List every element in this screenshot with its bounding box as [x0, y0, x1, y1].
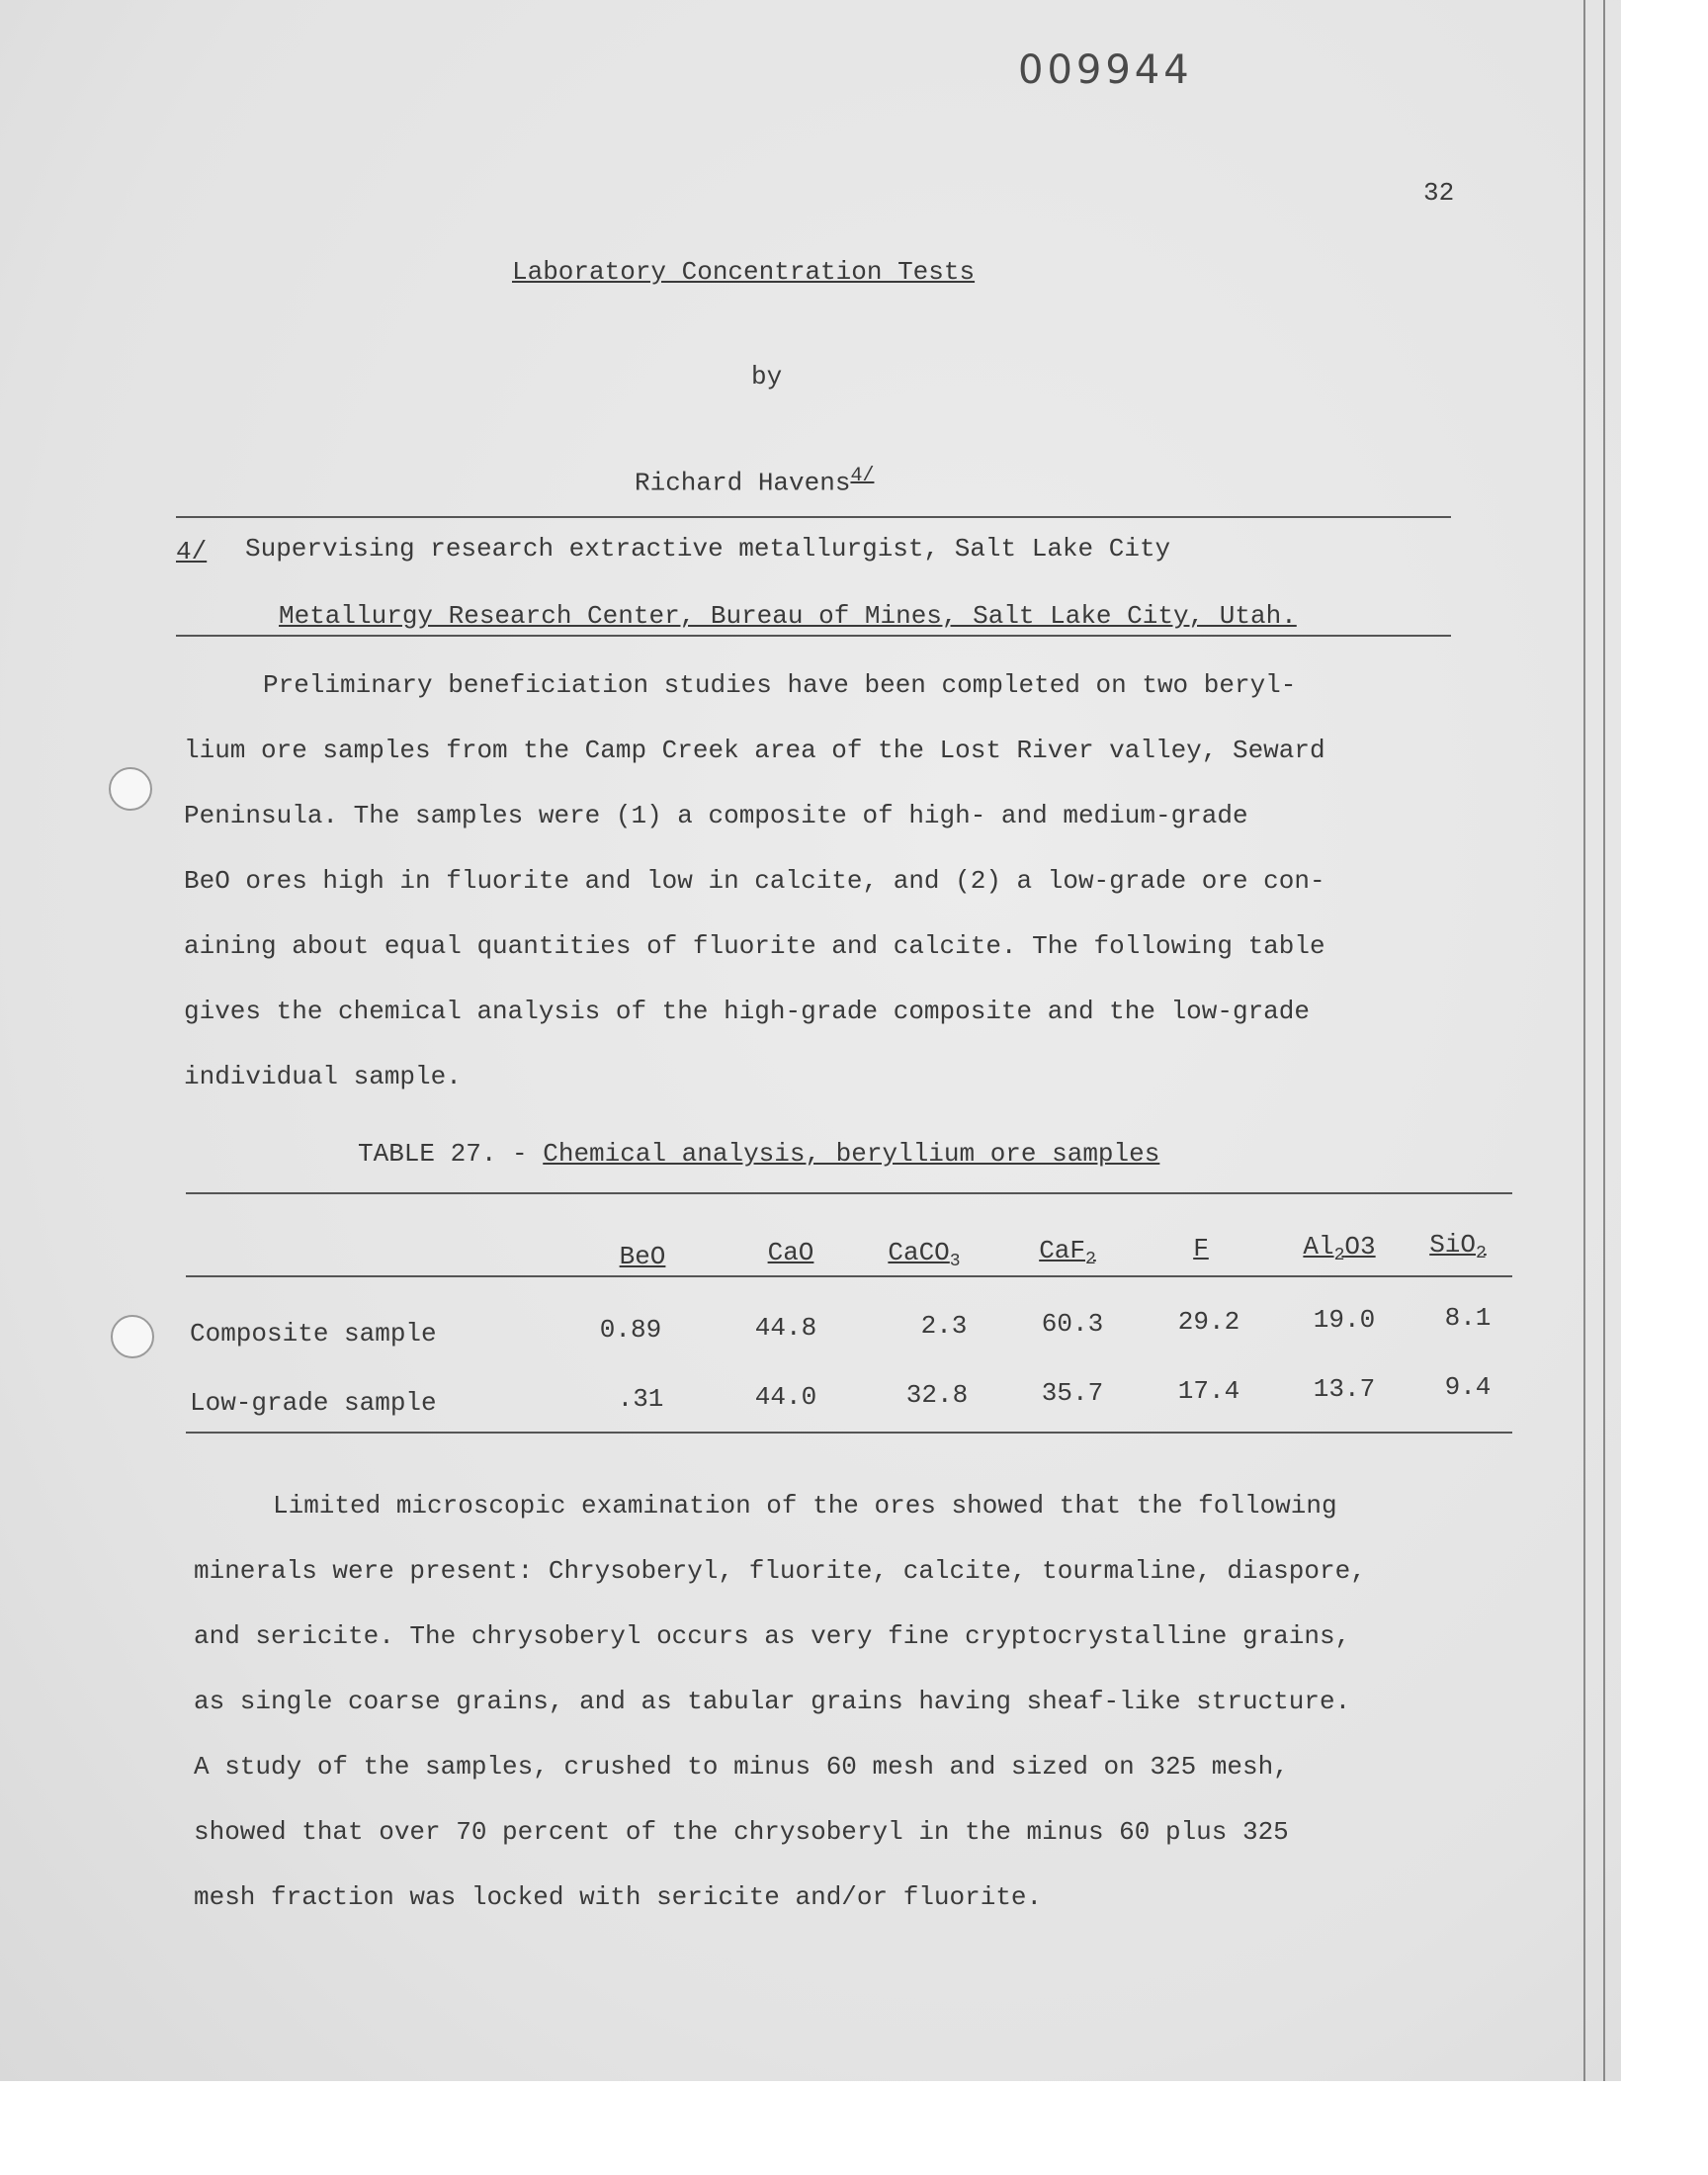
paragraph-microscopy: [194, 1473, 1366, 1930]
column-header-subscript: 2: [1085, 1250, 1096, 1270]
column-header-base: Al: [1303, 1232, 1334, 1262]
table-cell: 9.4: [1444, 1372, 1492, 1402]
text-line: BeO ores high in fluorite and low in calcite, and (2) a low-grade ore con-: [184, 866, 1325, 896]
column-header-sio2: [1404, 1230, 1512, 1263]
table-cell: .31: [617, 1384, 664, 1414]
text-line: gives the chemical analysis of the high-grade composite and the low-grade: [184, 997, 1310, 1026]
table-cell: 35.7: [1041, 1378, 1104, 1408]
column-header-base: CaO: [767, 1238, 814, 1267]
punch-hole: [111, 1315, 154, 1358]
text-line: and sericite. The chrysoberyl occurs as very fine cryptocrystalline grains,: [194, 1621, 1351, 1651]
table-caption: [358, 1139, 1159, 1169]
footnote-rule-bottom: [176, 635, 1451, 637]
table-row-label: Composite sample: [190, 1319, 437, 1348]
table-rule-header: [186, 1275, 1512, 1277]
column-header-base: BeO: [619, 1242, 666, 1271]
text-line: aining about equal quantities of fluorite and calcite. The following table: [184, 931, 1325, 961]
table-cell: 60.3: [1041, 1309, 1104, 1339]
page-edge-line: [1603, 0, 1605, 2081]
column-header-caf2: [1013, 1236, 1122, 1269]
table-caption-text: Chemical analysis, beryllium ore samples: [543, 1139, 1160, 1169]
text-line: Preliminary beneficiation studies have been completed on two beryl-: [263, 670, 1297, 700]
page-edge-line: [1583, 0, 1585, 2081]
text-line: Limited microscopic examination of the ores showed that the following: [273, 1491, 1337, 1521]
text-line: minerals were present: Chrysoberyl, fluorite, calcite, tourmaline, diaspore,: [194, 1556, 1366, 1586]
footnote-rule-top: [176, 516, 1451, 518]
table-cell: 44.0: [754, 1382, 817, 1412]
column-header-cao: [736, 1238, 845, 1267]
column-header-base: SiO: [1429, 1230, 1476, 1260]
author: [635, 465, 874, 498]
footnote-marker: 4/: [176, 537, 208, 566]
table-cell: 44.8: [754, 1313, 817, 1343]
table-cell: 0.89: [599, 1315, 662, 1345]
table-cell: 13.7: [1313, 1374, 1376, 1404]
page-number: 32: [1423, 178, 1455, 208]
text-line: showed that over 70 percent of the chrysoberyl in the minus 60 plus 325: [194, 1817, 1289, 1847]
column-header-base: CaF: [1039, 1236, 1085, 1265]
text-line: Peninsula. The samples were (1) a composite of high- and medium-grade: [184, 801, 1248, 830]
column-header-caco3: [870, 1238, 979, 1271]
footnote-reference: 4/: [850, 465, 875, 487]
document-number-stamp: 009944: [1018, 47, 1193, 93]
author-name: Richard Havens: [635, 468, 851, 498]
table-caption-prefix: TABLE 27. -: [358, 1139, 544, 1169]
column-header-base: CaCO: [888, 1238, 950, 1267]
column-header-f: [1147, 1234, 1255, 1263]
table-cell: 29.2: [1177, 1307, 1240, 1337]
table-cell: 17.4: [1177, 1376, 1240, 1406]
column-header-subscript: 2: [1333, 1246, 1345, 1266]
table-cell: 8.1: [1444, 1303, 1492, 1333]
column-header-base: F: [1193, 1234, 1209, 1263]
footnote-line-2: Metallurgy Research Center, Bureau of Mines, Salt Lake City, Utah.: [279, 601, 1297, 631]
page-title: Laboratory Concentration Tests: [512, 257, 976, 287]
table-cell: 32.8: [905, 1380, 969, 1410]
table-rule-bottom: [186, 1432, 1512, 1434]
punch-hole: [109, 767, 152, 811]
text-line: mesh fraction was locked with sericite and/or fluorite.: [194, 1882, 1043, 1912]
column-header-beo: [588, 1242, 697, 1271]
byline: by: [751, 362, 783, 392]
column-header-tail: O3: [1344, 1232, 1376, 1262]
paragraph-intro: [184, 652, 1325, 1109]
footnote-line-1: Supervising research extractive metallurgist, Salt Lake City: [245, 534, 1171, 564]
table-cell: 19.0: [1313, 1305, 1376, 1335]
text-line: as single coarse grains, and as tabular grains having sheaf-like structure.: [194, 1687, 1351, 1716]
column-header-subscript: 2: [1476, 1244, 1487, 1264]
text-line: lium ore samples from the Camp Creek area of the Lost River valley, Seward: [184, 736, 1325, 765]
table-rule-top: [186, 1192, 1512, 1194]
text-line: A study of the samples, crushed to minus 60 mesh and sized on 325 mesh,: [194, 1752, 1289, 1782]
column-header-al2o3: [1275, 1232, 1404, 1265]
column-header-subscript: 3: [949, 1252, 961, 1272]
text-line: individual sample.: [184, 1062, 462, 1091]
table-row-label: Low-grade sample: [190, 1388, 437, 1418]
table-cell: 2.3: [920, 1311, 968, 1341]
